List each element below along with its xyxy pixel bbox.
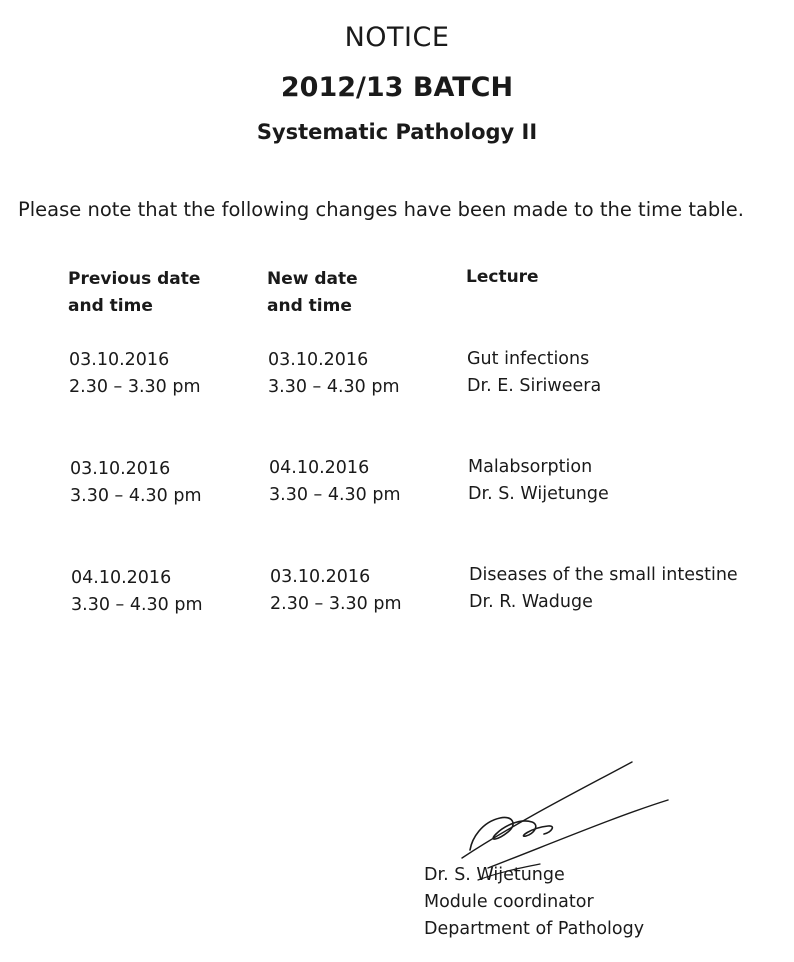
header-previous-line2: and time <box>68 296 153 316</box>
row2-lecturer: Dr. S. Wijetunge <box>468 484 609 504</box>
row3-new-date: 03.10.2016 <box>270 567 371 587</box>
row2-new-time: 3.30 – 4.30 pm <box>269 485 401 505</box>
row3-lecturer: Dr. R. Waduge <box>469 592 593 612</box>
signatory-department: Department of Pathology <box>424 919 645 939</box>
header-lecture-line1: Lecture <box>466 267 539 287</box>
header-new-line1: New date <box>267 269 358 289</box>
row1-lecturer: Dr. E. Siriweera <box>467 376 602 396</box>
row3-lecture-title: Diseases of the small intestine <box>469 565 738 585</box>
header-previous-line1: Previous date <box>68 269 201 289</box>
row1-lecture-title: Gut infections <box>467 349 590 369</box>
batch-title: 2012/13 BATCH <box>280 72 514 103</box>
row1-previous-date: 03.10.2016 <box>69 350 170 370</box>
notice-title: NOTICE <box>344 22 450 53</box>
signatory-name: Dr. S. Wijetunge <box>424 865 565 885</box>
row1-previous-time: 2.30 – 3.30 pm <box>69 377 201 397</box>
intro-text: Please note that the following changes have been made to the time table. <box>18 198 744 221</box>
row3-previous-date: 04.10.2016 <box>71 568 172 588</box>
row1-new-time: 3.30 – 4.30 pm <box>268 377 400 397</box>
signatory-title: Module coordinator <box>424 892 594 912</box>
signature-block <box>424 862 644 943</box>
row3-previous-time: 3.30 – 4.30 pm <box>71 595 203 615</box>
row2-previous-time: 3.30 – 4.30 pm <box>70 486 202 506</box>
row3-new-time: 2.30 – 3.30 pm <box>270 594 402 614</box>
row2-lecture-title: Malabsorption <box>468 457 593 477</box>
row2-new-date: 04.10.2016 <box>269 458 370 478</box>
course-title: Systematic Pathology II <box>256 120 538 144</box>
row2-previous-date: 03.10.2016 <box>70 459 171 479</box>
header-new-line2: and time <box>267 296 352 316</box>
row1-new-date: 03.10.2016 <box>268 350 369 370</box>
